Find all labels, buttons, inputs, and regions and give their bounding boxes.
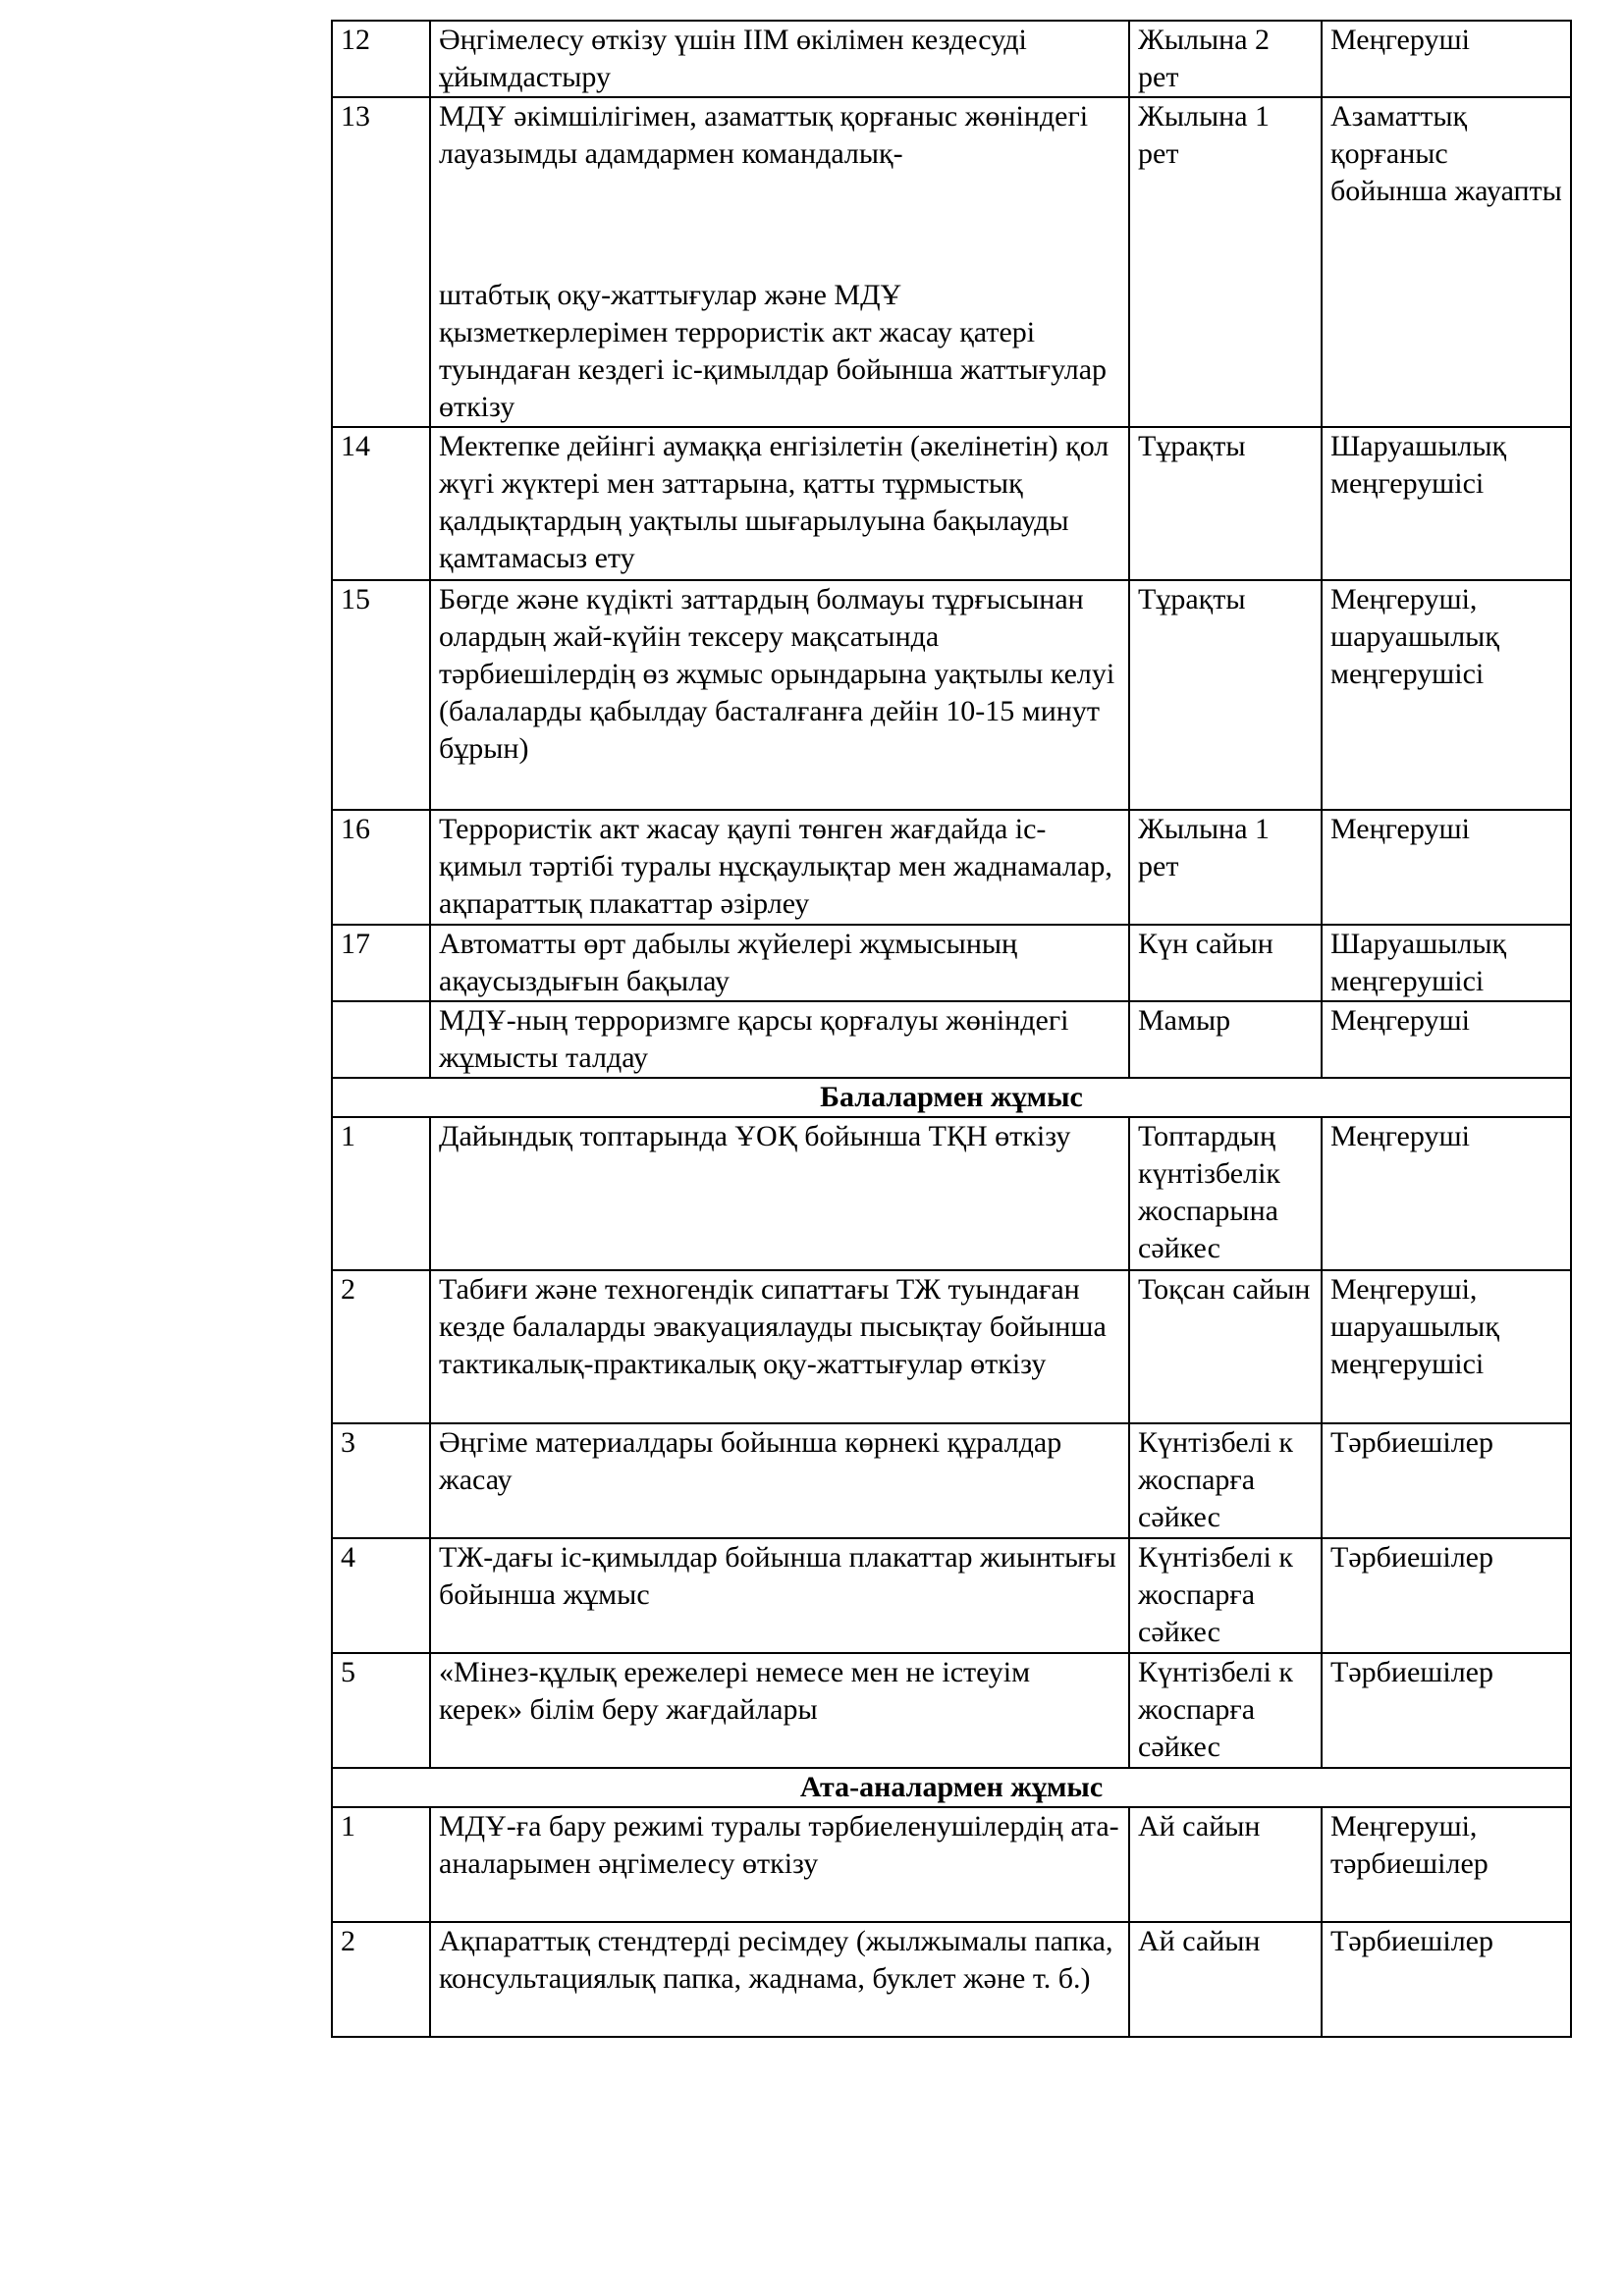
row-number: 3 — [332, 1423, 430, 1538]
task-cell: ТЖ-дағы іс-қимылдар бойынша плакаттар жиынтығы бойынша жұмыс — [430, 1538, 1129, 1653]
row-number: 14 — [332, 427, 430, 580]
section-header-row — [332, 1768, 1571, 1807]
table-row — [332, 580, 1571, 810]
term-cell: Тұрақты — [1129, 580, 1322, 810]
term-cell: Мамыр — [1129, 1001, 1322, 1078]
term-cell: Жылына 1 рет — [1129, 810, 1322, 925]
task-cell: Әңгімелесу өткізу үшін ІІМ өкілімен кездесуді ұйымдастыру — [430, 21, 1129, 97]
table-row — [332, 1538, 1571, 1653]
term-cell: Ай сайын — [1129, 1922, 1322, 2037]
row-number: 4 — [332, 1538, 430, 1653]
table-row — [332, 427, 1571, 580]
term-cell: Топтардың күнтізбелік жоспарына сәйкес — [1129, 1117, 1322, 1270]
row-number: 2 — [332, 1922, 430, 2037]
responsible-cell: Азаматтық қорғаныс бойынша жауапты — [1322, 97, 1571, 427]
responsible-cell: Шаруашылық меңгерушісі — [1322, 427, 1571, 580]
responsible-cell: Шаруашылық меңгерушісі — [1322, 925, 1571, 1001]
task-cell: МДҰ-ның терроризмге қарсы қорғалуы жөніндегі жұмысты талдау — [430, 1001, 1129, 1078]
task-cell — [430, 97, 1129, 427]
row-number: 15 — [332, 580, 430, 810]
task-cell: «Мінез-құлық ережелері немесе мен не істеуім керек» білім беру жағдайлары — [430, 1653, 1129, 1768]
responsible-cell: Тәрбиешілер — [1322, 1538, 1571, 1653]
responsible-cell: Меңгеруші — [1322, 21, 1571, 97]
table-row — [332, 97, 1571, 427]
task-cell: Террористік акт жасау қаупі төнген жағдайда іс-қимыл тәртібі туралы нұсқаулықтар мен жаднамалар, ақпараттық плакаттар әзірлеу — [430, 810, 1129, 925]
task-cell: Табиғи және техногендік сипаттағы ТЖ туындаған кезде балаларды эвакуациялауды пысықтау бойынша тактикалық-практикалық оқу-жаттығулар өткізу — [430, 1270, 1129, 1423]
term-cell: Жылына 2 рет — [1129, 21, 1322, 97]
table-row — [332, 1922, 1571, 2037]
table-row — [332, 1653, 1571, 1768]
responsible-cell: Меңгеруші — [1322, 1001, 1571, 1078]
section-header-row — [332, 1078, 1571, 1117]
row-number: 2 — [332, 1270, 430, 1423]
responsible-cell: Меңгеруші — [1322, 810, 1571, 925]
task-cell: Автоматты өрт дабылы жүйелері жұмысының ақаусыздығын бақылау — [430, 925, 1129, 1001]
term-cell: Жылына 1 рет — [1129, 97, 1322, 427]
row-number: 16 — [332, 810, 430, 925]
task-cell: Дайындық топтарында ҰОҚ бойынша ТҚН өткізу — [430, 1117, 1129, 1270]
responsible-cell: Меңгеруші, тәрбиешілер — [1322, 1807, 1571, 1922]
table-row — [332, 21, 1571, 97]
task-text-part-1: МДҰ әкімшілігімен, азаматтық қорғаныс жөніндегі лауазымды адамдармен командалық- — [439, 100, 1089, 170]
responsible-cell: Меңгеруші — [1322, 1117, 1571, 1270]
term-cell: Күнтізбелі к жоспарға сәйкес — [1129, 1538, 1322, 1653]
task-cell: Мектепке дейінгі аумаққа енгізілетін (әкелінетін) қол жүгі жүктері мен заттарына, қатты тұрмыстық қалдықтардың уақтылы шығарылуына бақылауды қамтамасыз ету — [430, 427, 1129, 580]
responsible-cell: Меңгеруші, шаруашылық меңгерушісі — [1322, 580, 1571, 810]
table-row — [332, 1807, 1571, 1922]
row-number: 12 — [332, 21, 430, 97]
term-cell: Күн сайын — [1129, 925, 1322, 1001]
term-cell: Тұрақты — [1129, 427, 1322, 580]
table-row — [332, 1270, 1571, 1423]
responsible-cell: Меңгеруші, шаруашылық меңгерушісі — [1322, 1270, 1571, 1423]
row-number: 1 — [332, 1807, 430, 1922]
table-row — [332, 1117, 1571, 1270]
term-cell: Күнтізбелі к жоспарға сәйкес — [1129, 1423, 1322, 1538]
table-row — [332, 1423, 1571, 1538]
term-cell: Күнтізбелі к жоспарға сәйкес — [1129, 1653, 1322, 1768]
section-title-children: Балалармен жұмыс — [332, 1078, 1571, 1117]
task-cell: Әңгіме материалдары бойынша көрнекі құралдар жасау — [430, 1423, 1129, 1538]
task-cell: Ақпараттық стендтерді ресімдеу (жылжымалы папка, консультациялық папка, жаднама, буклет және т. б.) — [430, 1922, 1129, 2037]
section-title-parents: Ата-аналармен жұмыс — [332, 1768, 1571, 1807]
table-row — [332, 925, 1571, 1001]
row-number: 5 — [332, 1653, 430, 1768]
row-number — [332, 1001, 430, 1078]
row-number: 13 — [332, 97, 430, 427]
task-cell: МДҰ-ға бару режимі туралы тәрбиеленушілердің ата-аналарымен әңгімелесу өткізу — [430, 1807, 1129, 1922]
responsible-cell: Тәрбиешілер — [1322, 1922, 1571, 2037]
row-number: 17 — [332, 925, 430, 1001]
term-cell: Ай сайын — [1129, 1807, 1322, 1922]
activity-plan-table — [331, 20, 1572, 2038]
term-cell: Тоқсан сайын — [1129, 1270, 1322, 1423]
table-row — [332, 1001, 1571, 1078]
responsible-cell: Тәрбиешілер — [1322, 1423, 1571, 1538]
task-cell: Бөгде және күдікті заттардың болмауы тұрғысынан олардың жай-күйін тексеру мақсатында тәрбиешілердің өз жұмыс орындарына уақтылы келуі (балаларды қабылдау басталғанға дейін 10-15 минут бұрын) — [430, 580, 1129, 810]
table-row — [332, 810, 1571, 925]
row-number: 1 — [332, 1117, 430, 1270]
task-text-part-2: штабтық оқу-жаттығулар және МДҰ қызметкерлерімен террористік акт жасау қатері туындаған кездегі іс-қимылдар бойынша жаттығулар өткізу — [439, 279, 1108, 423]
responsible-cell: Тәрбиешілер — [1322, 1653, 1571, 1768]
